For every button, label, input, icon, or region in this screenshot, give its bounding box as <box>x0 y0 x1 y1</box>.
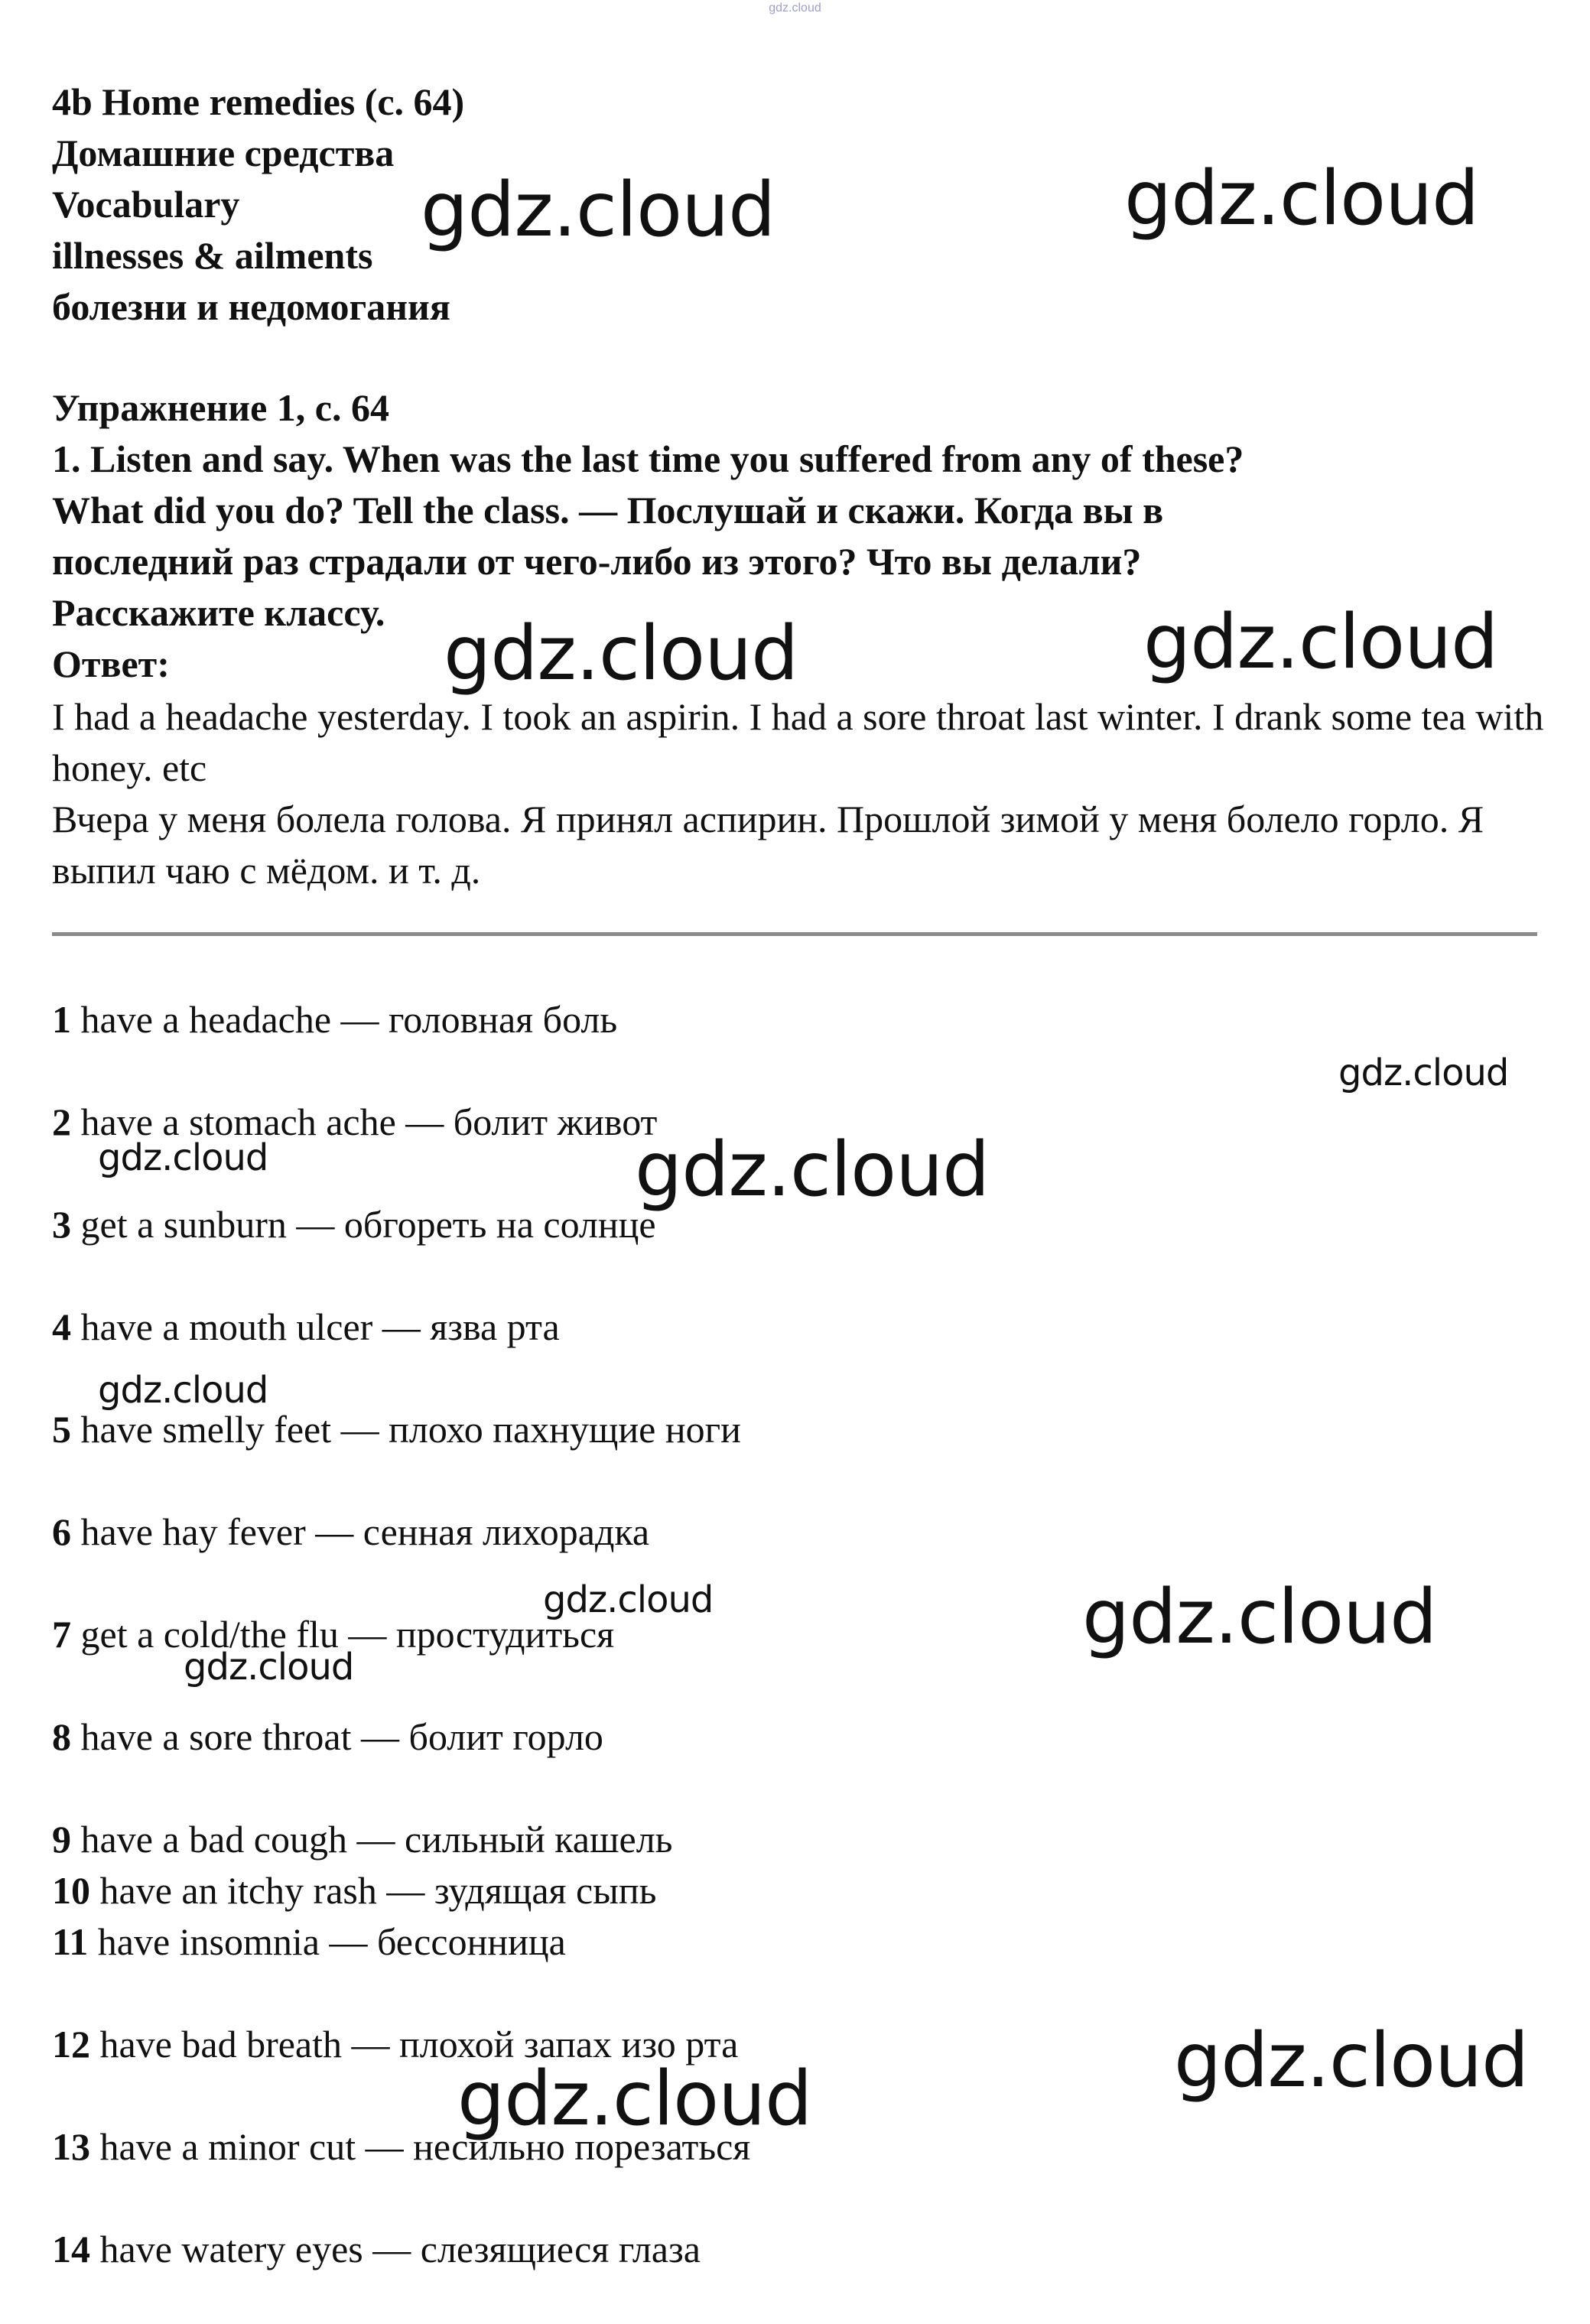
watermark: gdz.cloud <box>1143 599 1498 686</box>
vocab-number: 4 <box>52 1305 71 1348</box>
vocab-item <box>52 1711 603 1763</box>
vocab-text: have insomnia — бессонница <box>97 1920 566 1963</box>
page-title-ru: Домашние средства <box>52 132 395 174</box>
vocab-number: 13 <box>52 2125 90 2168</box>
watermark: gdz.cloud <box>184 1646 354 1689</box>
vocab-number: 9 <box>52 1818 71 1861</box>
vocab-text: have a mouth ulcer — язва рта <box>80 1305 560 1348</box>
watermark: gdz.cloud <box>421 167 775 254</box>
vocab-number: 14 <box>52 2228 90 2270</box>
vocab-number: 1 <box>52 998 71 1041</box>
topic-label-ru: болезни и недомогания <box>52 285 450 328</box>
exercise-task-line: What did you do? Tell the class. — Послушай и скажи. Когда вы в <box>52 489 1164 531</box>
watermark: gdz.cloud <box>98 1369 268 1412</box>
vocab-text: have bad breath — плохой запах изо рта <box>99 2023 739 2066</box>
watermark: gdz.cloud <box>1124 155 1479 242</box>
vocab-number: 6 <box>52 1510 71 1553</box>
top-watermark: gdz.cloud <box>769 2 821 15</box>
vocab-text: have hay fever — сенная лихорадка <box>80 1510 650 1553</box>
topic-label: illnesses & ailments <box>52 234 373 277</box>
answer-english: I had a headache yesterday. I took an aspirin. I had a sore throat last winter. I drank some tea with honey. etc <box>52 695 1544 789</box>
exercise-task-line: последний раз страдали от чего-либо из этого? Что вы делали? <box>52 540 1142 583</box>
divider <box>52 932 1537 936</box>
vocab-item <box>52 994 617 1045</box>
exercise-task-line: 1. Listen and say. When was the last time you suffered from any of these? <box>52 437 1244 480</box>
vocab-number: 12 <box>52 2023 90 2066</box>
vocab-text: have an itchy rash — зудящая сыпь <box>99 1869 657 1912</box>
vocab-number: 7 <box>52 1613 71 1656</box>
watermark: gdz.cloud <box>444 610 798 697</box>
vocab-item <box>52 1199 656 1250</box>
vocab-text: have a minor cut — несильно порезаться <box>99 2125 751 2168</box>
vocab-text: have smelly feet — плохо пахнущие ноги <box>80 1408 741 1451</box>
watermark: gdz.cloud <box>1338 1051 1509 1094</box>
page-title: 4b Home remedies (с. 64) <box>52 80 465 123</box>
vocab-item <box>52 1865 656 1916</box>
vocab-item <box>52 1916 566 1968</box>
vocab-item <box>52 1814 672 1865</box>
vocab-number: 11 <box>52 1920 89 1963</box>
page-header <box>52 76 464 333</box>
vocab-number: 8 <box>52 1715 71 1758</box>
watermark: gdz.cloud <box>98 1136 268 1179</box>
vocab-item <box>52 1507 649 1558</box>
answer-label: Ответ: <box>52 642 170 685</box>
vocab-number: 3 <box>52 1203 71 1246</box>
answer-russian: Вчера у меня болела голова. Я принял аспирин. Прошлой зимой у меня болело горло. Я выпил чаю с мёдом. и т. д. <box>52 798 1484 892</box>
exercise-heading: Упражнение 1, с. 64 <box>52 386 389 429</box>
vocab-number: 5 <box>52 1408 71 1451</box>
watermark: gdz.cloud <box>635 1126 990 1214</box>
vocab-text: have a sore throat — болит горло <box>80 1715 603 1758</box>
vocab-text: have a headache — головная боль <box>80 998 618 1041</box>
vocab-text: get a cold/the flu — простудиться <box>80 1613 615 1656</box>
vocab-number: 10 <box>52 1869 90 1912</box>
exercise-task-line: Расскажите классу. <box>52 591 385 634</box>
vocab-text: have a bad cough — сильный кашель <box>80 1818 673 1861</box>
vocab-item <box>52 1404 741 1455</box>
watermark: gdz.cloud <box>543 1578 714 1621</box>
section-label: Vocabulary <box>52 183 240 226</box>
vocab-text: have watery eyes — слезящиеся глаза <box>99 2228 701 2270</box>
watermark: gdz.cloud <box>457 2056 812 2143</box>
answer-block <box>52 691 1551 896</box>
watermark: gdz.cloud <box>1082 1574 1437 1661</box>
vocab-number: 2 <box>52 1100 71 1143</box>
watermark: gdz.cloud <box>1174 2017 1529 2105</box>
vocab-text: have a stomach ache — болит живот <box>80 1100 658 1143</box>
vocab-item <box>52 1302 560 1353</box>
vocab-item <box>52 2224 701 2275</box>
vocab-text: get a sunburn — обгореть на солнце <box>80 1203 656 1246</box>
